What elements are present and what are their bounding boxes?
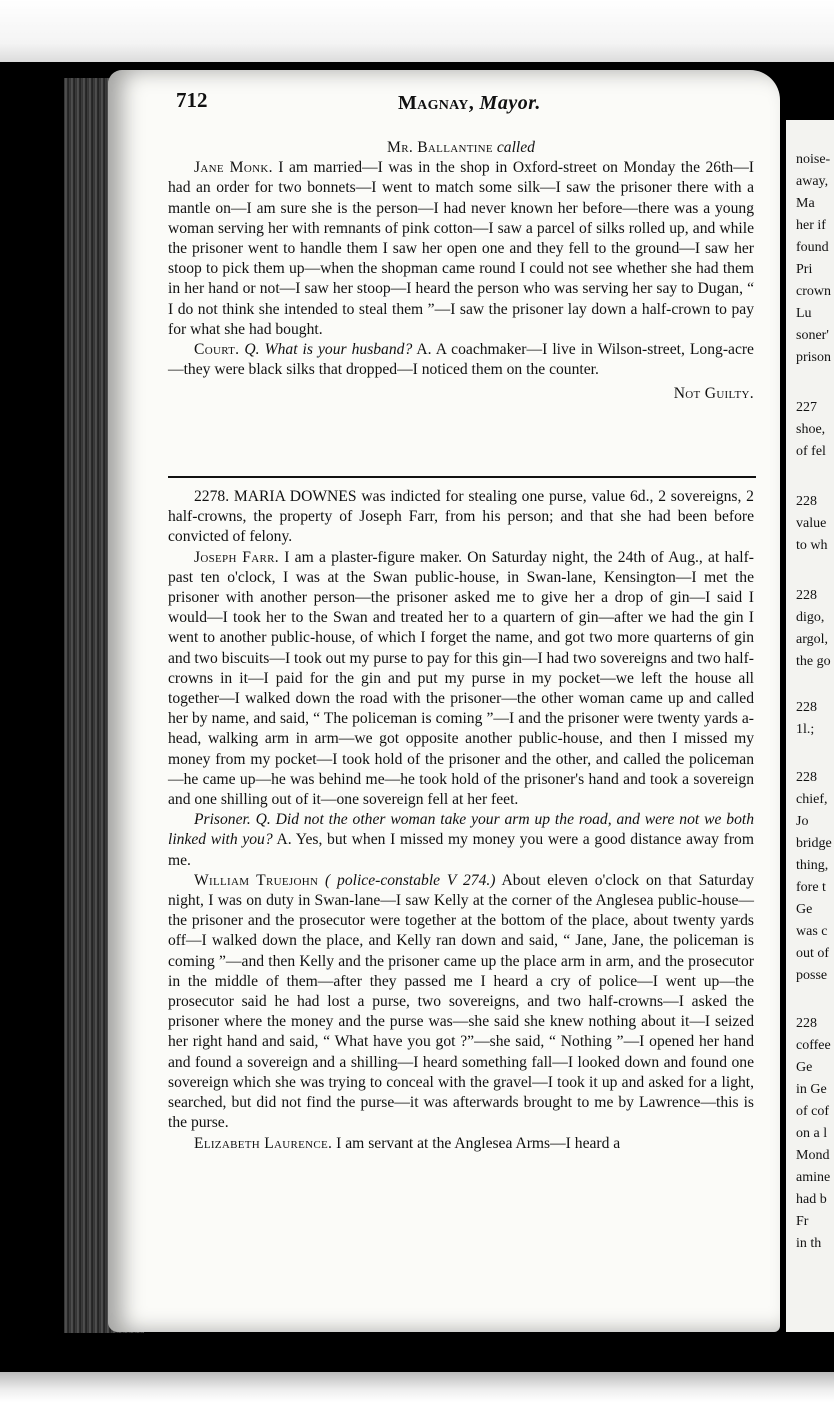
right-page-fragment: 228: [796, 588, 817, 603]
right-page-fragment: crown: [796, 284, 831, 299]
right-page-fragment: chief,: [796, 792, 828, 807]
called-line: [168, 138, 754, 158]
right-page-edge: [786, 120, 834, 1332]
right-page-fragment: in Ge: [796, 1082, 827, 1097]
speaker-prisoner: Prisoner.: [194, 811, 251, 829]
right-page-fragment: posse: [796, 968, 828, 983]
truejohn-role: ( police-constable V 274.): [325, 871, 496, 889]
right-page-fragment: Jo: [796, 814, 809, 829]
running-head: [398, 92, 541, 115]
truejohn-testimony: About eleven o'clock on that Saturday night, I was on duty in Swan-lane—I saw Kelly at the corner of the Anglesea public-house—the prisoner and the prosecutor were together at the bottom of the place, about twenty yards off—I walked down the place, and Kelly ran down and said, “ Jane, Jane, the policeman is coming ”—and then Kelly and the prisoner came up the place arm in arm, and the prosecutor in the middle of them—after they passed me I heard a cry of police—I went up—the prosecutor said he had lost a purse, two sovereigns, and two half-crowns—I asked the prisoner where the money and the purse was—she said she knew nothing about it—I seized her right hand and said, “ What have you got ?”—she said, “ Nothing ”—I opened her hand and found a sovereign and a shilling—I heard something fall—I looked down and found one sovereign which she was trying to conceal with the gravel—I took it up and asked for a light, searched, but did not find the purse—it was afterwards brought to me by Lawrence—this is the purse.: [168, 871, 755, 1132]
right-page-fragment: 228: [796, 770, 817, 785]
right-page-fragment: to wh: [796, 538, 828, 553]
right-page-fragment: her if: [796, 218, 826, 233]
court-question: Q. What is your husband?: [244, 341, 413, 359]
right-page-fragment: Mond: [796, 1148, 830, 1163]
right-page-fragment: found: [796, 240, 829, 255]
right-page-fragment: noise-: [796, 152, 831, 167]
right-page-fragment: the go: [796, 654, 831, 669]
speaker-jane-monk: Jane Monk.: [194, 159, 273, 177]
indictment-text: was indicted for stealing one purse, value 6d., 2 sovereigns, 2 half-crowns, the property of Joseph Farr, from his person; and that she had been before convicted of felony.: [168, 488, 754, 546]
right-page-fragment: 228: [796, 700, 817, 715]
right-page-fragment: shoe,: [796, 422, 826, 437]
court-paragraph: [168, 340, 754, 380]
right-page-fragment: soner': [796, 328, 829, 343]
right-page-fragment: 228: [796, 494, 817, 509]
right-page-fragment: 227: [796, 400, 817, 415]
running-head-title: Mayor.: [479, 92, 541, 114]
called-name: Mr. Ballantine: [387, 139, 493, 156]
speaker-court: Court.: [194, 341, 240, 359]
jane-monk-paragraph: [168, 158, 754, 340]
called-word: called: [496, 139, 535, 156]
right-page-fragment: prison: [796, 350, 831, 365]
prisoner-question: Q. Did not the other woman take your arm up the road, and were not we both linked with you?: [168, 811, 754, 849]
laurence-paragraph: [168, 1134, 754, 1154]
right-page-fragment: bridge: [796, 836, 832, 851]
farr-paragraph: [168, 548, 754, 811]
right-page-fragment: thing,: [796, 858, 829, 873]
speaker-joseph-farr: Joseph Farr.: [194, 548, 279, 566]
verdict: Not Guilty.: [673, 385, 754, 403]
prisoner-answer: A. Yes, but when I missed my money you were a good distance away from me.: [168, 831, 754, 869]
right-page-fragment: 1l.;: [796, 722, 815, 737]
right-page-fragment: of fel: [796, 444, 826, 459]
right-page-fragment: on a l: [796, 1126, 828, 1141]
running-head-name: Magnay,: [398, 92, 475, 114]
case-a-text: [168, 138, 754, 405]
truejohn-paragraph: [168, 871, 754, 1134]
defendant-name: MARIA DOWNES: [233, 488, 357, 505]
verdict-line: [168, 384, 754, 404]
scan-bottom-margin: [0, 1372, 834, 1402]
case-divider: [168, 476, 756, 478]
right-page-fragment: fore t: [796, 880, 826, 895]
right-page-fragment: was c: [796, 924, 828, 939]
speaker-william-truejohn: William Truejohn: [194, 871, 319, 889]
right-page-fragment: value: [796, 516, 827, 531]
scan-top-margin: [0, 0, 834, 62]
court-answer: A. A coachmaker—I live in Wilson-street, Long-acre—they were black silks that dropped—I noticed them on the counter.: [168, 341, 754, 379]
right-page-fragment: out of: [796, 946, 830, 961]
right-page-fragment: of cof: [796, 1104, 830, 1119]
jane-monk-testimony: I am married—I was in the shop in Oxford-street on Monday the 26th—I had an order for two bonnets—I went to match some silk—I saw the prisoner there with a mantle on—I am sure she is the person—I had never known her before—there was a young woman serving her with remnants of pink cotton—I saw a parcel of silks rolled up, and while the prisoner went to handle them I saw her open one and they fell to the ground—I saw her stoop to pick them up—when the shopman came round I could not see whether she had them in her hand or not—I saw her stoop—I heard the person who was serving her say to Dugan, “ I do not think she intended to steal them ”—I saw the prisoner lay down a half-crown to pay for what she had bought.: [168, 159, 755, 338]
right-page-fragment: Pri: [796, 262, 813, 277]
right-page-fragment: argol,: [796, 632, 829, 647]
right-page-fragment: Ge: [796, 902, 813, 917]
right-page-fragment: Fr: [796, 1214, 809, 1229]
case-b-text: [168, 487, 754, 1154]
case-number: 2278.: [194, 488, 230, 505]
speaker-elizabeth-laurence: Elizabeth Laurence.: [194, 1134, 333, 1152]
indictment-paragraph: [168, 487, 754, 548]
farr-testimony: I am a plaster-figure maker. On Saturday night, the 24th of Aug., at half-past ten o'clock, I was at the Swan public-house, in Swan-lane, Kensington—I met the prisoner with another person—the prisoner asked me to give her a drop of gin—I said I would—I took her to the Swan and treated her to a quartern of gin—after we had the gin I went to another public-house, of which I forget the name, and got two more quarterns of gin and two biscuits—I took out my purse to pay for this gin—I had two sovereigns and two half-crowns in it—I paid for the gin and put my purse in my pocket—we left the house all together—I walked down the road with the prisoner—the other woman came up and called her by name, and said, “ The policeman is coming ”—I and the prisoner were twenty yards a-head, walking arm in arm—we got opposite another public-house, and then I missed my money from my pocket—I took hold of the prisoner and the other, and called the policeman—he came up—he was behind me—he took hold of the prisoner's hand and took a sovereign and one shilling out of it—one sovereign fell at her feet.: [168, 548, 754, 809]
right-page-fragment: Ge: [796, 1060, 813, 1075]
prisoner-paragraph: [168, 810, 754, 871]
right-page-fragment: coffee: [796, 1038, 831, 1053]
right-page-fragment: away,: [796, 174, 829, 189]
laurence-testimony: I am servant at the Anglesea Arms—I heard a: [336, 1134, 621, 1152]
right-page-fragment: had b: [796, 1192, 827, 1207]
page-number: 712: [176, 88, 208, 112]
right-page-fragment: Lu: [796, 306, 812, 321]
right-page-fragment: amine: [796, 1170, 831, 1185]
right-page-fragment: Ma: [796, 196, 815, 211]
right-page-fragment: in th: [796, 1236, 822, 1251]
right-page-fragment: digo,: [796, 610, 825, 625]
right-page-fragment: 228: [796, 1016, 817, 1031]
